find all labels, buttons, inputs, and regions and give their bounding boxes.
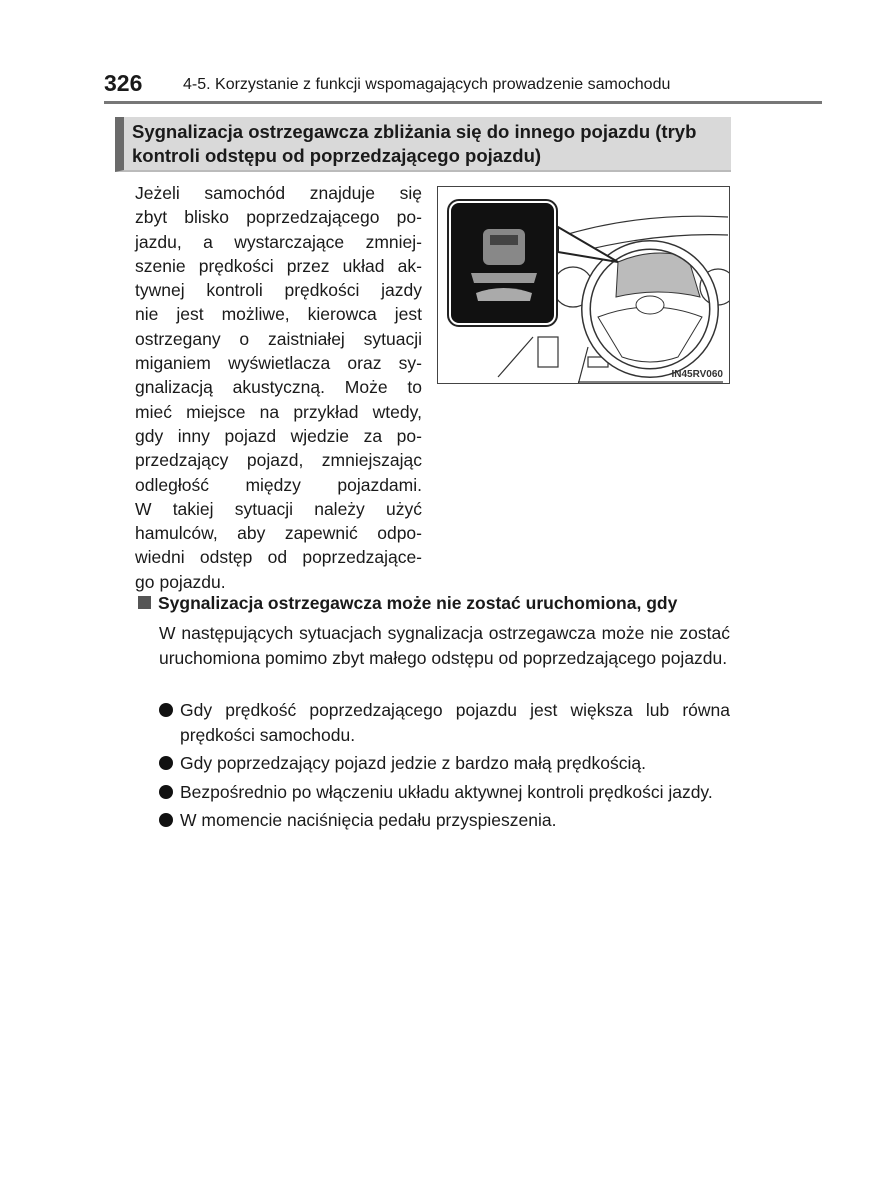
bullet-list bbox=[159, 698, 730, 837]
body-line: przedzający pojazd, zmniejszając bbox=[135, 450, 422, 471]
body-line: nie jest możliwe, kierowca jest bbox=[135, 304, 422, 325]
body-line: hamulców, aby zapewnić odpo- bbox=[135, 523, 422, 544]
page-number: 326 bbox=[104, 70, 143, 96]
body-line: odległość między pojazdami. bbox=[135, 474, 422, 495]
body-line: gnalizacją akustyczną. Może to bbox=[135, 377, 422, 398]
bullet-icon bbox=[159, 703, 173, 717]
body-line: mieć miejsce na przykład wtedy, bbox=[135, 401, 422, 422]
list-item bbox=[159, 780, 730, 805]
subsection-title: Sygnalizacja ostrzegawcza może nie zostać uruchomiona, gdy bbox=[158, 593, 678, 613]
body-line: zbyt blisko poprzedzającego po- bbox=[135, 207, 422, 228]
body-line: tywnej kontroli prędkości jazdy bbox=[135, 280, 422, 301]
figure-code: IN45RV060 bbox=[671, 369, 723, 380]
body-line: miganiem wyświetlacza oraz sy- bbox=[135, 353, 422, 374]
running-title: 4-5. Korzystanie z funkcji wspomagających prowadzenie samochodu bbox=[183, 76, 671, 93]
list-item-text: Gdy prędkość poprzedzającego pojazdu jest większa lub równa prędkości samochodu. bbox=[180, 700, 730, 745]
bullet-icon bbox=[159, 813, 173, 827]
body-line: Jeżeli samochód znajduje się bbox=[135, 183, 422, 203]
body-line: jazdu, a wystarczające zmniej- bbox=[135, 231, 422, 252]
section-heading bbox=[115, 117, 731, 172]
list-item-text: Bezpośrednio po włączeniu układu aktywnej kontroli prędkości jazdy. bbox=[180, 781, 713, 802]
list-item bbox=[159, 698, 730, 747]
square-bullet-icon bbox=[138, 596, 151, 609]
body-line: gdy inny pojazd wjedzie za po- bbox=[135, 425, 422, 446]
list-item bbox=[159, 808, 730, 833]
list-item bbox=[159, 751, 730, 776]
steering-wheel-display-image bbox=[438, 187, 730, 384]
body-line: go pojazdu. bbox=[135, 571, 226, 592]
section-title bbox=[132, 120, 696, 168]
body-line: W takiej sytuacji należy użyć bbox=[135, 498, 422, 519]
subsection-intro: W następujących sytuacjach sygnalizacja ostrzegawcza może nie zostać uruchomiona pomimo zbyt małego odstępu od poprzedzającego pojazdu. bbox=[159, 623, 730, 668]
section-title-line: kontroli odstępu od poprzedzającego pojazdu) bbox=[132, 145, 542, 166]
bullet-icon bbox=[159, 756, 173, 770]
body-text bbox=[135, 181, 422, 594]
header-rule bbox=[104, 101, 822, 104]
body-line: wiedni odstęp od poprzedzające- bbox=[135, 547, 422, 568]
list-item-text: Gdy poprzedzający pojazd jedzie z bardzo małą prędkością. bbox=[180, 753, 646, 773]
dashboard-illustration bbox=[437, 186, 730, 384]
list-item-text: W momencie naciśnięcia pedału przyspieszenia. bbox=[180, 810, 557, 830]
body-line: szenie prędkości przez układ ak- bbox=[135, 255, 422, 276]
bullet-icon bbox=[159, 785, 173, 799]
body-line: ostrzegany o zaistniałej sytuacji bbox=[135, 328, 422, 349]
subsection-heading bbox=[138, 593, 677, 614]
section-title-line: Sygnalizacja ostrzegawcza zbliżania się do innego pojazdu (tryb bbox=[132, 121, 697, 142]
